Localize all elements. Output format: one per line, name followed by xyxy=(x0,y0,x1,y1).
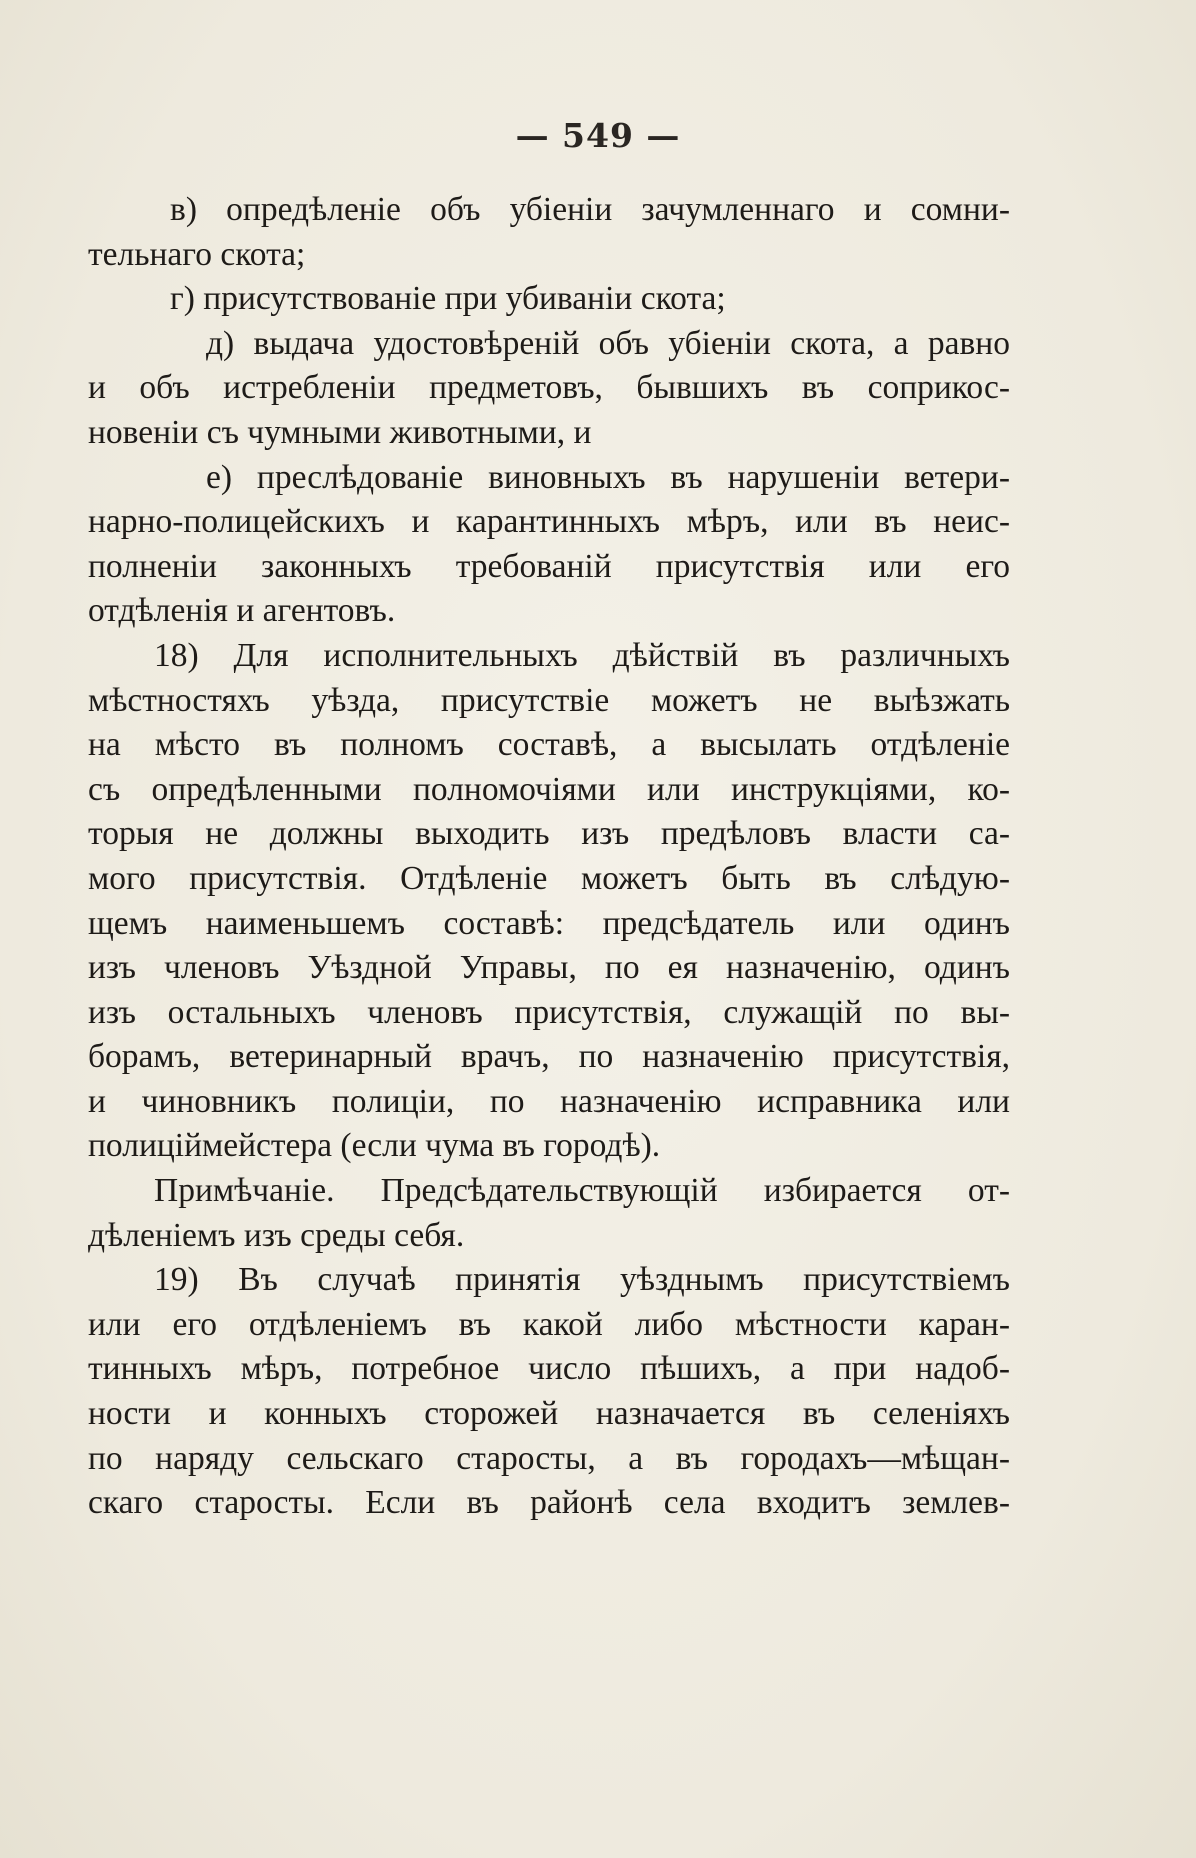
text-line: и чиновникъ полиціи, по назначенію исправника или xyxy=(88,1082,1010,1120)
text-line: тельнаго скота; xyxy=(88,235,306,273)
body-text xyxy=(88,188,1010,1526)
text-line: 19) Въ случаѣ принятія уѣзднымъ присутствіемъ xyxy=(154,1261,1010,1299)
text-line: 18) Для исполнительныхъ дѣйствій въ различныхъ xyxy=(154,636,1010,674)
text-line: на мѣсто въ полномъ составѣ, а высылать отдѣленіе xyxy=(88,726,1010,764)
text-line: мого присутствія. Отдѣленіе можетъ быть въ слѣдую- xyxy=(88,859,1010,897)
text-line: отдѣленія и агентовъ. xyxy=(88,592,396,630)
text-line: нарно-полицейскихъ и карантинныхъ мѣръ, или въ неис- xyxy=(88,503,1010,541)
text-line: в) опредѣленіе объ убіеніи зачумленнаго и сомни- xyxy=(170,191,1010,228)
text-line: или его отдѣленіемъ въ какой либо мѣстности каран- xyxy=(88,1305,1010,1343)
text-line: и объ истребленіи предметовъ, бывшихъ въ соприкос- xyxy=(88,369,1010,407)
text-line: дѣленіемъ изъ среды себя. xyxy=(88,1216,465,1254)
text-line: по наряду сельскаго старосты, а въ городахъ—мѣщан- xyxy=(88,1439,1010,1477)
text-line: новеніи съ чумными животными, и xyxy=(88,413,592,451)
text-line: ности и конныхъ сторожей назначается въ селеніяхъ xyxy=(88,1395,1010,1433)
text-line: е) преслѣдованіе виновныхъ въ нарушеніи ветери- xyxy=(206,458,1010,496)
text-line: д) выдача удостовѣреній объ убіеніи скота, а равно xyxy=(206,324,1010,362)
text-line: изъ остальныхъ членовъ присутствія, служащій по вы- xyxy=(88,993,1010,1031)
text-line: полненіи законныхъ требованій присутствія или его xyxy=(88,547,1010,585)
text-line: мѣстностяхъ уѣзда, присутствіе можетъ не выѣзжать xyxy=(88,681,1010,719)
text-line: изъ членовъ Уѣздной Управы, по ея назначенію, одинъ xyxy=(88,949,1010,987)
text-line: скаго старосты. Если въ районѣ села входитъ землев- xyxy=(88,1484,1010,1522)
text-line: торыя не должны выходить изъ предѣловъ власти са- xyxy=(88,815,1010,853)
text-line: щемъ наименьшемъ составѣ: предсѣдатель или одинъ xyxy=(88,904,1010,942)
text-line: борамъ, ветеринарный врачъ, по назначенію присутствія, xyxy=(88,1038,1010,1076)
text-line: съ опредѣленными полномочіями или инструкціями, ко- xyxy=(88,770,1010,808)
text-line: тинныхъ мѣръ, потребное число пѣшихъ, а при надоб- xyxy=(88,1350,1010,1388)
text-line: г) присутствованіе при убиваніи скота; xyxy=(170,280,726,318)
page-number: — 549 — xyxy=(515,116,681,155)
text-line: полиціймейстера (если чума въ городѣ). xyxy=(88,1127,661,1165)
text-line: Примѣчаніе. Предсѣдательствующій избирается от- xyxy=(154,1172,1010,1210)
